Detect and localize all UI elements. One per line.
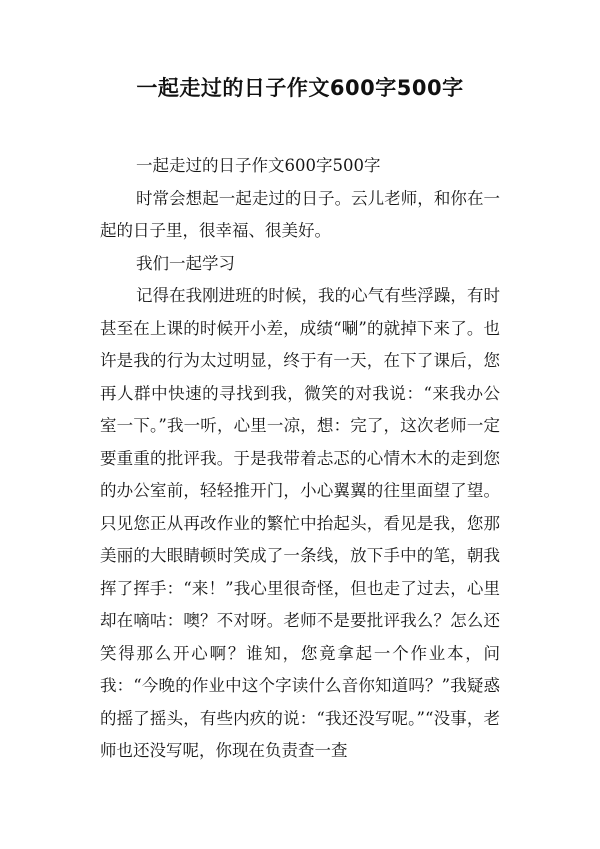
paragraph-section-heading: 我们一起学习 [136, 253, 235, 273]
paragraph-story: 记得在我刚进班的时候，我的心气有些浮躁，有时甚至在上课的时候开小差，成绩“唰”的就掉下来了。也许是我的行为太过明显，终于有一天，在下了课后，您再人群中快速的寻找到我，微笑的对我说：“来我办公室一下。”我一听，心里一凉，想：完了，这次老师一定要重重的批评我。于是我带着忐忑的心情木木的走到您的办公室前，轻轻推开门，小心翼翼的往里面望了望。只见您正从再改作业的繁忙中抬起头，看见是我，您那美丽的大眼睛顿时笑成了一条线，放下手中的笔，朝我挥了挥手：“来！”我心里很奇怪，但也走了过去，心里却在嘀咕：噢？不对呀。老师不是要批评我么？怎么还笑得那么开心啊？谁知，您竟拿起一个作业本，问我：“今晚的作业中这个字读什么音你知道吗？”我疑惑的摇了摇头，有些内疚的说：“我还没写呢。”“没事，老师也还没写呢，你现在负责查一查 [100, 286, 500, 760]
paragraph-subtitle: 一起走过的日子作文600字500字 [136, 156, 381, 175]
document-title: 一起走过的日子作文600字500字 [136, 76, 464, 100]
paragraph-intro: 时常会想起一起走过的日子。云儿老师，和你在一起的日子里，很幸福、很美好。 [100, 188, 500, 240]
document-body [100, 150, 500, 768]
